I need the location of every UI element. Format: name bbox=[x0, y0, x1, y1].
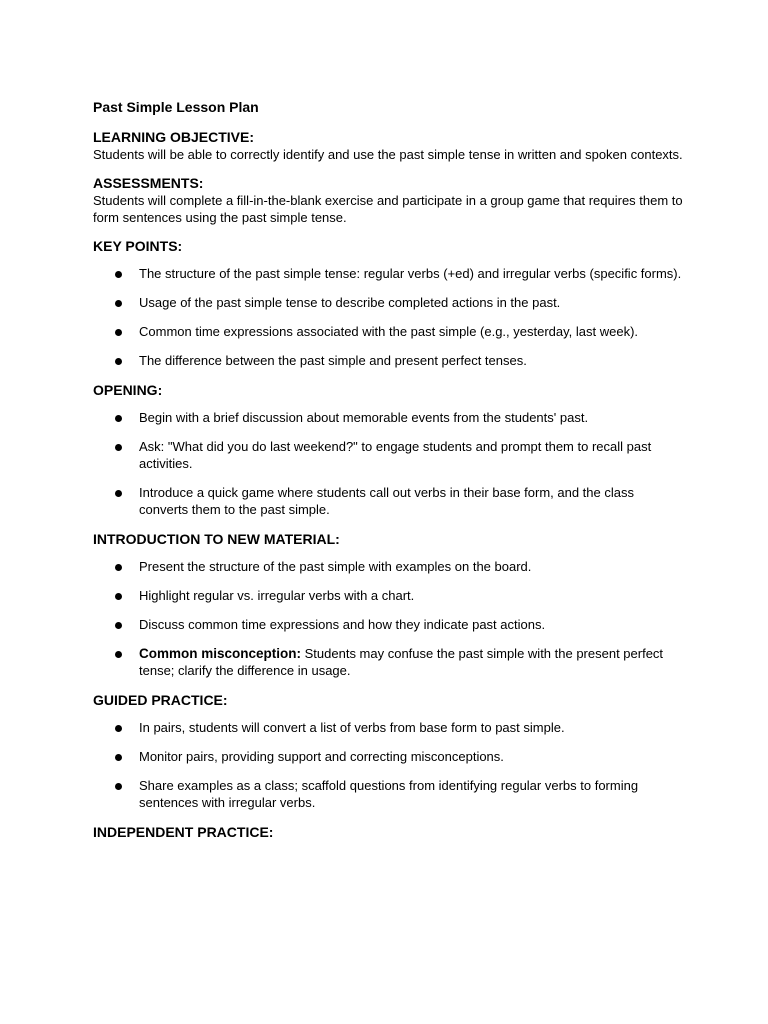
bullet-icon bbox=[115, 271, 122, 278]
section-heading: GUIDED PRACTICE: bbox=[93, 692, 228, 708]
list-item bbox=[93, 352, 683, 369]
bullet-list bbox=[93, 719, 683, 811]
list-item bbox=[93, 438, 683, 472]
list-item bbox=[93, 409, 683, 426]
bullet-icon bbox=[115, 415, 122, 422]
list-item bbox=[93, 484, 683, 518]
list-item bbox=[93, 323, 683, 340]
list-item bbox=[93, 719, 683, 736]
list-item-text: Ask: "What did you do last weekend?" to engage students and prompt them to recall past activities. bbox=[139, 439, 652, 471]
list-item bbox=[93, 748, 683, 765]
document-title: Past Simple Lesson Plan bbox=[93, 99, 259, 115]
bullet-icon bbox=[115, 593, 122, 600]
bullet-icon bbox=[115, 444, 122, 451]
section-assessments bbox=[93, 174, 683, 226]
bullet-icon bbox=[115, 783, 122, 790]
section-heading: OPENING: bbox=[93, 382, 163, 398]
section-heading: KEY POINTS: bbox=[93, 238, 183, 254]
section-learning-objective bbox=[93, 128, 683, 163]
bullet-icon bbox=[115, 622, 122, 629]
bullet-icon bbox=[115, 358, 122, 365]
list-item-text: Usage of the past simple tense to describe completed actions in the past. bbox=[139, 295, 561, 310]
section-opening bbox=[93, 381, 683, 518]
misconception-label: Common misconception: bbox=[139, 646, 302, 661]
section-heading: LEARNING OBJECTIVE: bbox=[93, 129, 255, 145]
bullet-list bbox=[93, 558, 683, 679]
list-item-text: Present the structure of the past simple with examples on the board. bbox=[139, 559, 532, 574]
list-item-text: In pairs, students will convert a list of verbs from base form to past simple. bbox=[139, 720, 565, 735]
section-guided-practice bbox=[93, 691, 683, 811]
bullet-icon bbox=[115, 564, 122, 571]
list-item-text: Common time expressions associated with the past simple (e.g., yesterday, last week). bbox=[139, 324, 639, 339]
bullet-icon bbox=[115, 754, 122, 761]
document-page bbox=[93, 97, 683, 841]
list-item bbox=[93, 558, 683, 575]
section-heading: INTRODUCTION TO NEW MATERIAL: bbox=[93, 531, 340, 547]
list-item bbox=[93, 777, 683, 811]
section-introduction-to-new-material bbox=[93, 530, 683, 679]
section-heading: ASSESSMENTS: bbox=[93, 175, 204, 191]
bullet-list bbox=[93, 409, 683, 518]
bullet-icon bbox=[115, 329, 122, 336]
list-item bbox=[93, 265, 683, 282]
list-item-text: The difference between the past simple and present perfect tenses. bbox=[139, 353, 527, 368]
section-independent-practice bbox=[93, 823, 683, 841]
section-text: Students will be able to correctly identify and use the past simple tense in written and spoken contexts. bbox=[93, 147, 683, 162]
list-item bbox=[93, 616, 683, 633]
bullet-icon bbox=[115, 300, 122, 307]
bullet-icon bbox=[115, 725, 122, 732]
bullet-icon bbox=[115, 490, 122, 497]
list-item-text: Share examples as a class; scaffold questions from identifying regular verbs to forming sentences with irregular verbs. bbox=[139, 778, 639, 810]
bullet-list bbox=[93, 265, 683, 369]
list-item bbox=[93, 645, 683, 679]
section-heading: INDEPENDENT PRACTICE: bbox=[93, 824, 274, 840]
misconception-text: Students may confuse the past simple with the present perfect tense; clarify the difference in usage. bbox=[139, 646, 664, 678]
list-item-text: Monitor pairs, providing support and correcting misconceptions. bbox=[139, 749, 504, 764]
list-item-text: Highlight regular vs. irregular verbs with a chart. bbox=[139, 588, 415, 603]
list-item-text: The structure of the past simple tense: regular verbs (+ed) and irregular verbs (specific forms). bbox=[139, 266, 682, 281]
list-item bbox=[93, 294, 683, 311]
section-key-points bbox=[93, 237, 683, 369]
bullet-icon bbox=[115, 651, 122, 658]
section-text: Students will complete a fill-in-the-blank exercise and participate in a group game that requires them to form sentences using the past simple tense. bbox=[93, 193, 683, 225]
list-item-text: Introduce a quick game where students call out verbs in their base form, and the class converts them to the past simple. bbox=[139, 485, 634, 517]
list-item-text: Begin with a brief discussion about memorable events from the students' past. bbox=[139, 410, 589, 425]
list-item bbox=[93, 587, 683, 604]
list-item-text: Discuss common time expressions and how they indicate past actions. bbox=[139, 617, 546, 632]
